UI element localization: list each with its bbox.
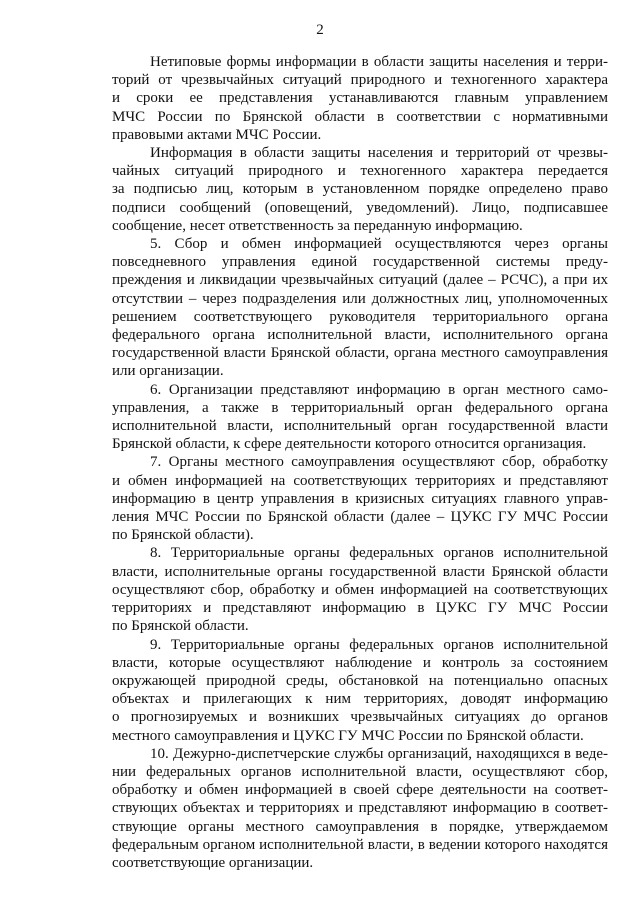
- text-line: 6. Организации представляют информацию в орган местного само-: [150, 381, 608, 398]
- text-line: ствующих объектах и территориях и представляют информацию в соответ-: [112, 800, 608, 817]
- text-line: исполнительной власти, исполнительный орган государственной власти: [112, 418, 608, 435]
- text-line: отсутствии – через подразделения или должностных лиц, уполномоченных: [112, 290, 608, 307]
- text-line: территориях и представляют информацию в ЦУКС ГУ МЧС России: [112, 600, 608, 617]
- text-line: обработку и обмен информацией в своей сфере деятельности на соответ-: [112, 782, 608, 799]
- text-line: или организации.: [112, 363, 224, 380]
- text-line: решением соответствующего руководителя территориального органа: [112, 308, 608, 325]
- text-line: 5. Сбор и обмен информацией осуществляются через органы: [150, 236, 608, 253]
- text-line: окружающей природной среды, обстановкой на потенциально опасных: [112, 672, 608, 689]
- document-body: [112, 53, 608, 872]
- text-line: преждения и ликвидации чрезвычайных ситуаций (далее – РСЧС), а при их: [112, 272, 608, 289]
- text-line: 9. Территориальные органы федеральных органов исполнительной: [150, 636, 608, 653]
- text-line: за подписью лиц, которым в установленном порядке определено право: [112, 181, 608, 198]
- text-line: 7. Органы местного самоуправления осуществляют сбор, обработку: [150, 454, 608, 471]
- text-line: соответствующие организации.: [112, 854, 314, 871]
- text-line: правовыми актами МЧС России.: [112, 126, 322, 143]
- text-line: местного самоуправления и ЦУКС ГУ МЧС России по Брянской области.: [112, 727, 584, 744]
- text-line: торий от чрезвычайных ситуаций природного и техногенного характера: [112, 72, 608, 89]
- text-line: МЧС России по Брянской области в соответствии с нормативными: [112, 108, 608, 125]
- paragraph: [112, 453, 608, 544]
- text-line: федеральным органом исполнительной власти, в ведении которого находятся: [112, 836, 608, 853]
- text-line: по Брянской области).: [112, 527, 254, 544]
- page-number: 2: [316, 22, 324, 38]
- text-line: федерального органа исполнительной власти, исполнительного органа: [112, 327, 608, 344]
- text-line: повседневного управления единой государственной системы преду-: [112, 254, 608, 271]
- text-line: государственной власти Брянской области, органа местного самоуправления: [112, 345, 608, 362]
- text-line: объектах и прилегающих к ним территориях, доводят информацию: [112, 691, 608, 708]
- text-line: осуществляют сбор, обработку и обмен информацией на соответствующих: [112, 581, 608, 598]
- paragraph: [112, 381, 608, 454]
- paragraph: [112, 745, 608, 872]
- text-line: управления, а также в территориальный орган федерального органа: [112, 399, 608, 416]
- text-line: Информация в области защиты населения и территорий от чрезвы-: [150, 145, 608, 162]
- text-line: и обмен информацией на соответствующих территориях и представляют: [112, 472, 608, 489]
- text-line: 10. Дежурно-диспетчерские службы организаций, находящихся в веде-: [150, 745, 608, 762]
- text-line: нии федеральных органов исполнительной власти, осуществляют сбор,: [112, 763, 608, 780]
- text-line: чайных ситуаций природного и техногенного характера передается: [112, 163, 608, 180]
- paragraph: [112, 53, 608, 144]
- text-line: ления МЧС России по Брянской области (далее – ЦУКС ГУ МЧС России: [112, 509, 608, 526]
- text-line: информацию в центр управления в кризисных ситуациях главного управ-: [112, 490, 608, 507]
- paragraph: [112, 636, 608, 745]
- text-line: Нетиповые формы информации в области защиты населения и терри-: [150, 54, 608, 70]
- text-line: власти, исполнительные органы государственной власти Брянской области: [112, 563, 608, 580]
- text-line: ствующие органы местного самоуправления в порядке, утверждаемом: [112, 818, 608, 835]
- paragraph: [112, 235, 608, 381]
- text-line: о прогнозируемых и возникших чрезвычайных ситуациях до органов: [112, 709, 608, 726]
- text-line: сообщение, несет ответственность за переданную информацию.: [112, 217, 523, 234]
- text-line: Брянской области, к сфере деятельности которого относится организация.: [112, 436, 587, 453]
- text-line: власти, которые осуществляют наблюдение и контроль за состоянием: [112, 654, 608, 671]
- text-line: и сроки ее представления устанавливаются главным управлением: [112, 90, 608, 107]
- text-line: подписи сообщений (оповещений, уведомлений). Лицо, подписавшее: [112, 199, 608, 216]
- text-line: по Брянской области.: [112, 618, 249, 635]
- paragraph: [112, 544, 608, 635]
- paragraph: [112, 144, 608, 235]
- text-line: 8. Территориальные органы федеральных органов исполнительной: [150, 545, 608, 562]
